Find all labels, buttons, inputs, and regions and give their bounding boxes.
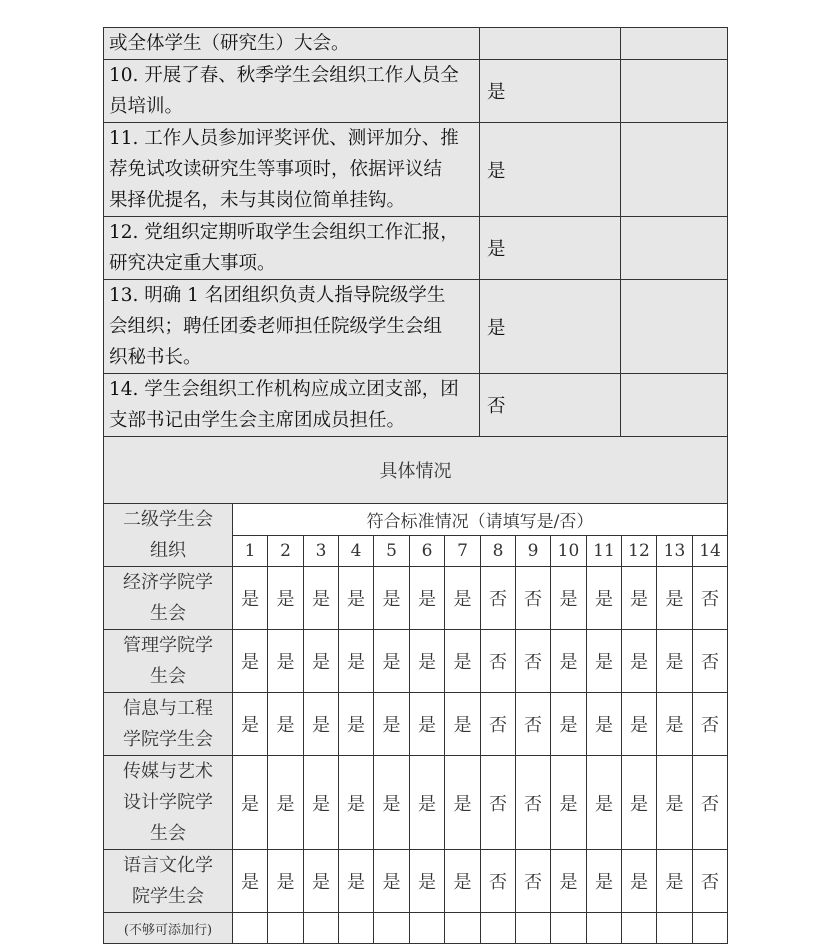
empty-cell [268, 913, 304, 944]
criterion-answer: 否 [480, 374, 621, 437]
empty-cell [481, 913, 516, 944]
org-name-line: 经济学院学 [123, 572, 213, 593]
criterion-answer: 是 [480, 280, 621, 374]
compliance-cell: 是 [551, 567, 587, 630]
criterion-remark [621, 374, 728, 437]
compliance-cell: 否 [693, 630, 728, 693]
criterion-text-line: 荐免试攻读研究生等事项时，依据评议结 [109, 159, 443, 180]
empty-cell [445, 913, 481, 944]
criterion-text-line: 织秘书长。 [109, 347, 202, 368]
compliance-cell: 是 [339, 850, 374, 913]
criterion-text-line: 研究决定重大事项。 [109, 253, 276, 274]
compliance-cell: 是 [622, 567, 657, 630]
criterion-row [104, 217, 728, 280]
criterion-text-line: 14. 学生会组织工作机构应成立团支部，团 [109, 379, 459, 400]
compliance-cell: 否 [481, 850, 516, 913]
criterion-number: 11 [587, 535, 622, 567]
add-row [104, 913, 728, 944]
criterion-answer: 是 [480, 123, 621, 217]
standard-header: 符合标准情况（请填写是/否） [233, 504, 728, 536]
org-name [104, 630, 233, 693]
empty-cell [304, 913, 339, 944]
compliance-cell: 否 [481, 567, 516, 630]
criterion-text [104, 60, 480, 123]
criterion-number: 12 [622, 535, 657, 567]
org-name-line: 传媒与艺术 [123, 761, 213, 782]
compliance-cell: 是 [268, 630, 304, 693]
org-name-line: 信息与工程 [123, 698, 213, 719]
compliance-cell: 是 [374, 693, 410, 756]
compliance-cell: 是 [233, 756, 268, 850]
empty-cell [516, 913, 551, 944]
org-column-header-line: 组织 [150, 540, 186, 561]
org-name-line: 语言文化学 [123, 855, 213, 876]
compliance-cell: 是 [622, 756, 657, 850]
criterion-number: 9 [516, 535, 551, 567]
org-name [104, 756, 233, 850]
compliance-cell: 是 [587, 693, 622, 756]
empty-cell [657, 913, 693, 944]
org-row [104, 756, 728, 850]
compliance-cell: 是 [268, 850, 304, 913]
criterion-text [104, 217, 480, 280]
criterion-row [104, 374, 728, 437]
compliance-cell: 是 [339, 567, 374, 630]
compliance-cell: 是 [374, 567, 410, 630]
criterion-number: 7 [445, 535, 481, 567]
compliance-cell: 是 [587, 630, 622, 693]
criterion-remark [621, 123, 728, 217]
compliance-cell: 是 [410, 630, 445, 693]
org-row [104, 850, 728, 913]
criteria-table [103, 27, 728, 504]
compliance-cell: 是 [339, 630, 374, 693]
empty-cell [374, 913, 410, 944]
compliance-cell: 是 [304, 693, 339, 756]
compliance-cell: 是 [445, 693, 481, 756]
compliance-cell: 否 [693, 567, 728, 630]
compliance-cell: 是 [268, 756, 304, 850]
criterion-number: 3 [304, 535, 339, 567]
compliance-cell: 是 [445, 630, 481, 693]
org-name-line: 管理学院学 [123, 635, 213, 656]
compliance-cell: 是 [551, 850, 587, 913]
compliance-cell: 是 [339, 693, 374, 756]
compliance-cell: 否 [516, 693, 551, 756]
org-row [104, 630, 728, 693]
compliance-cell: 是 [551, 756, 587, 850]
compliance-cell: 是 [233, 630, 268, 693]
compliance-cell: 是 [410, 693, 445, 756]
criterion-answer: 是 [480, 217, 621, 280]
org-name-line: 院学生会 [132, 886, 204, 907]
compliance-cell: 否 [481, 693, 516, 756]
criterion-text-line: 果择优提名，未与其岗位简单挂钩。 [109, 190, 406, 211]
org-name [104, 693, 233, 756]
compliance-cell: 是 [339, 756, 374, 850]
compliance-cell: 是 [587, 850, 622, 913]
empty-cell [587, 913, 622, 944]
criterion-text-line: 11. 工作人员参加评奖评优、测评加分、推 [109, 128, 459, 149]
compliance-cell: 是 [622, 850, 657, 913]
compliance-cell: 否 [516, 850, 551, 913]
compliance-cell: 是 [551, 693, 587, 756]
compliance-cell: 是 [445, 567, 481, 630]
compliance-cell: 否 [516, 756, 551, 850]
compliance-matrix [103, 503, 728, 944]
org-name-line: 学院学生会 [123, 729, 213, 750]
matrix-header-row [104, 504, 728, 536]
compliance-cell: 是 [410, 567, 445, 630]
criterion-row [104, 280, 728, 374]
compliance-cell: 是 [657, 850, 693, 913]
org-name-line: 设计学院学 [123, 792, 213, 813]
empty-cell [233, 913, 268, 944]
criterion-text-line: 或全体学生（研究生）大会。 [109, 33, 350, 54]
empty-cell [339, 913, 374, 944]
criterion-text [104, 123, 480, 217]
criterion-text [104, 280, 480, 374]
section-row [104, 437, 728, 504]
compliance-cell: 是 [374, 850, 410, 913]
compliance-cell: 否 [481, 756, 516, 850]
compliance-cell: 是 [445, 756, 481, 850]
compliance-cell: 是 [268, 567, 304, 630]
criterion-row [104, 60, 728, 123]
org-name [104, 567, 233, 630]
compliance-cell: 是 [304, 630, 339, 693]
org-row [104, 693, 728, 756]
compliance-cell: 否 [693, 850, 728, 913]
empty-cell [622, 913, 657, 944]
criterion-text-line: 支部书记由学生会主席团成员担任。 [109, 410, 406, 431]
criterion-number: 6 [410, 535, 445, 567]
criterion-number: 8 [481, 535, 516, 567]
compliance-cell: 否 [693, 693, 728, 756]
empty-cell [693, 913, 728, 944]
compliance-cell: 是 [657, 567, 693, 630]
compliance-cell: 否 [693, 756, 728, 850]
org-row [104, 567, 728, 630]
compliance-cell: 是 [304, 850, 339, 913]
compliance-cell: 是 [233, 567, 268, 630]
compliance-cell: 是 [622, 630, 657, 693]
compliance-cell: 是 [268, 693, 304, 756]
criterion-row [104, 28, 728, 60]
compliance-cell: 是 [410, 850, 445, 913]
org-name-line: 生会 [150, 603, 186, 624]
section-title: 具体情况 [104, 437, 728, 504]
compliance-cell: 否 [516, 567, 551, 630]
criterion-text-line: 10. 开展了春、秋季学生会组织工作人员全 [109, 65, 459, 86]
org-column-header-line: 二级学生会 [123, 509, 213, 530]
compliance-cell: 是 [622, 693, 657, 756]
checklist-document [103, 27, 727, 944]
criterion-remark [621, 280, 728, 374]
criterion-text-line: 会组织；聘任团委老师担任院级学生会组 [109, 316, 443, 337]
org-name-line: 生会 [150, 823, 186, 844]
criterion-text-line: 12. 党组织定期听取学生会组织工作汇报， [109, 222, 459, 243]
compliance-cell: 是 [445, 850, 481, 913]
compliance-cell: 是 [374, 630, 410, 693]
compliance-cell: 是 [587, 756, 622, 850]
compliance-cell: 是 [657, 756, 693, 850]
criterion-number: 13 [657, 535, 693, 567]
criterion-number: 5 [374, 535, 410, 567]
criterion-remark [621, 28, 728, 60]
criterion-number: 2 [268, 535, 304, 567]
compliance-cell: 是 [233, 693, 268, 756]
compliance-cell: 是 [304, 756, 339, 850]
empty-cell [410, 913, 445, 944]
criterion-remark [621, 217, 728, 280]
criterion-answer: 是 [480, 60, 621, 123]
criterion-number: 10 [551, 535, 587, 567]
org-name [104, 850, 233, 913]
empty-cell [551, 913, 587, 944]
compliance-cell: 是 [551, 630, 587, 693]
criterion-answer [480, 28, 621, 60]
criterion-text [104, 28, 480, 60]
org-name-line: 生会 [150, 666, 186, 687]
compliance-cell: 是 [657, 630, 693, 693]
compliance-cell: 否 [516, 630, 551, 693]
compliance-cell: 是 [374, 756, 410, 850]
criterion-text [104, 374, 480, 437]
criterion-number: 14 [693, 535, 728, 567]
criterion-number: 4 [339, 535, 374, 567]
add-row-note: (不够可添加行) [104, 913, 233, 944]
criterion-text-line: 员培训。 [109, 96, 184, 117]
org-column-header [104, 504, 233, 567]
criterion-number: 1 [233, 535, 268, 567]
compliance-cell: 否 [481, 630, 516, 693]
compliance-cell: 是 [410, 756, 445, 850]
compliance-cell: 是 [657, 693, 693, 756]
compliance-cell: 是 [233, 850, 268, 913]
criterion-text-line: 13. 明确 1 名团组织负责人指导院级学生 [109, 285, 446, 306]
criterion-row [104, 123, 728, 217]
compliance-cell: 是 [304, 567, 339, 630]
criterion-remark [621, 60, 728, 123]
compliance-cell: 是 [587, 567, 622, 630]
